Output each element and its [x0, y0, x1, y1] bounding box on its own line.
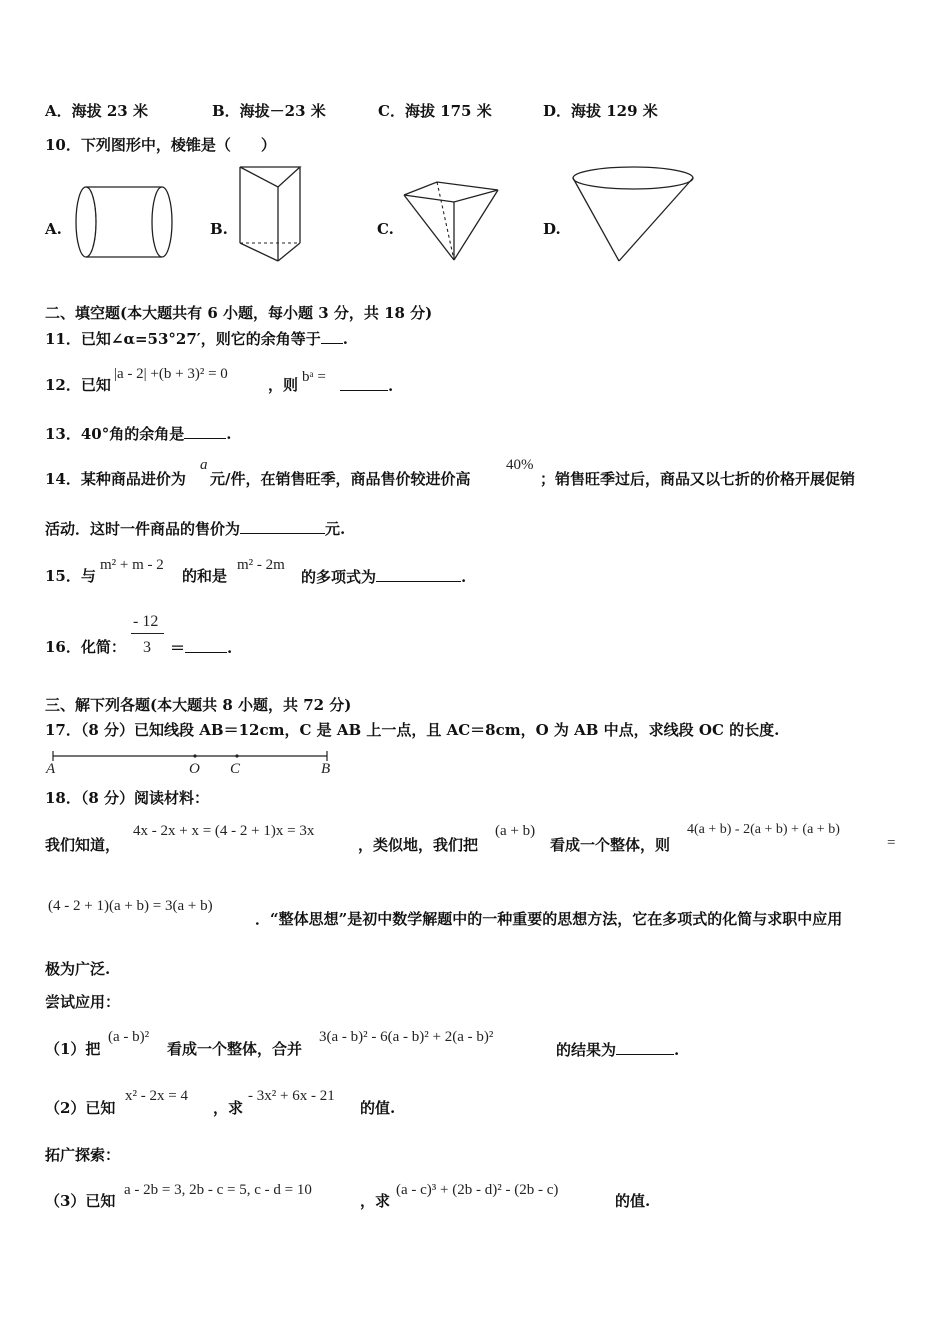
- q15-end: .: [461, 568, 467, 586]
- section3-heading: 三、解下列各题(本大题共 8 小题，共 72 分): [45, 696, 352, 714]
- q10-label-c: C.: [377, 220, 394, 238]
- cone-figure: [570, 165, 700, 265]
- q17-text: 17．（8 分）已知线段 AB＝12cm，C 是 AB 上一点，且 AC＝8cm，O 为 AB 中点，求线段 OC 的长度.: [45, 721, 780, 739]
- q16-numerator: - 12: [133, 613, 159, 630]
- q15-post: 的多项式为: [301, 568, 377, 586]
- q15-blank: [376, 567, 461, 582]
- q11-end: .: [342, 330, 348, 348]
- q18-p1-math2: (a + b): [495, 823, 536, 839]
- s1-blank: [616, 1040, 674, 1055]
- q18-p2-math: (4 - 2 + 1)(a + b) = 3(a + b): [48, 898, 213, 914]
- s3-mid: ，求: [360, 1192, 391, 1210]
- q14-percent: 40%: [506, 457, 534, 473]
- q15-tail: [301, 567, 466, 586]
- q16-denominator: 3: [143, 639, 151, 656]
- s1-mid: 看成一个整体，合并: [167, 1040, 303, 1058]
- q17-point-c: C: [230, 761, 241, 777]
- q11: [45, 329, 348, 348]
- s1-post: 的结果为: [556, 1041, 617, 1059]
- q15-math1: m² + m - 2: [100, 557, 164, 573]
- q14-var-a: a: [200, 457, 208, 473]
- q11-text: 11．已知∠α=53°27′，则它的余角等于: [45, 330, 321, 348]
- q16-pre: 16．化简：: [45, 638, 126, 656]
- cylinder-figure: [70, 185, 180, 265]
- q18-p1-pre: 我们知道，: [45, 836, 121, 854]
- s1-end: .: [674, 1041, 680, 1059]
- q12-pre: 12．已知: [45, 376, 111, 394]
- q12-end: .: [388, 377, 394, 395]
- q12-math2: bᵃ =: [302, 369, 326, 385]
- q16-fraction-bar: [131, 633, 164, 634]
- s2-mid: ，求: [213, 1099, 244, 1117]
- s1-pre: （1）把: [45, 1040, 101, 1058]
- q14-line2-text: 活动．这时一件商品的售价为: [45, 520, 241, 538]
- s1-math2: 3(a - b)² - 6(a - b)² + 2(a - b)²: [319, 1029, 494, 1045]
- q18-p2-text: ．“整体思想”是初中数学解题中的一种重要的思想方法，它在多项式的化简与求职中应用: [255, 910, 843, 928]
- q18-p3: 极为广泛.: [45, 960, 111, 978]
- q18-p1-math3: 4(a + b) - 2(a + b) + (a + b): [687, 822, 840, 837]
- q11-blank: [321, 329, 343, 344]
- q18-p1-math1: 4x - 2x + x = (4 - 2 + 1)x = 3x: [133, 823, 315, 839]
- q9-option-c: C．海拔 175 米: [378, 102, 492, 120]
- q12-tail: [340, 376, 393, 395]
- s3-math2: (a - c)³ + (2b - d)² - (2b - c): [396, 1182, 559, 1198]
- s3-math1: a - 2b = 3, 2b - c = 5, c - d = 10: [124, 1182, 312, 1198]
- q14-pre: 14．某种商品进价为: [45, 470, 186, 488]
- s1-math1: (a - b)²: [108, 1029, 150, 1045]
- q9-option-b: B．海拔－23 米: [212, 102, 326, 120]
- ext-heading: 拓广探索：: [45, 1146, 121, 1164]
- q18-p1-eq: =: [887, 835, 896, 851]
- q17-point-a: A: [46, 761, 56, 777]
- q12-mid: ，则: [268, 376, 299, 394]
- q15-pre: 15．与: [45, 567, 96, 585]
- q10-stem: 10．下列图形中，棱锥是（ ）: [45, 136, 276, 154]
- pyramid-figure: [402, 178, 502, 263]
- q14-mid: 元/件，在销售旺季，商品售价较进价高: [210, 470, 471, 488]
- q18-title: 18．（8 分）阅读材料：: [45, 789, 210, 807]
- q15-mid: 的和是: [182, 567, 228, 585]
- q18-p1-mid2: 看成一个整体，则: [550, 836, 671, 854]
- q16-tail: [170, 638, 232, 657]
- q14-post: ；销售旺季过后，商品又以七折的价格开展促销: [540, 470, 856, 488]
- q15-math2: m² - 2m: [237, 557, 285, 573]
- q12-math: |a - 2| +(b + 3)² = 0: [114, 366, 228, 382]
- triangular-prism-figure: [236, 165, 306, 265]
- q18-p1-mid: ，类似地，我们把: [358, 836, 479, 854]
- s2-pre: （2）已知: [45, 1099, 116, 1117]
- q17-point-o: O: [189, 761, 200, 777]
- q12-blank: [340, 376, 388, 391]
- q16-blank: [185, 638, 227, 653]
- q13-blank: [184, 424, 226, 439]
- q9-option-d: D．海拔 129 米: [543, 102, 658, 120]
- q17-point-b: B: [321, 761, 331, 777]
- q14-unit: 元.: [325, 520, 346, 538]
- q16-end: .: [227, 639, 233, 657]
- s1-tail: [556, 1040, 679, 1059]
- q10-label-d: D.: [543, 220, 561, 238]
- section2-heading: 二、填空题(本大题共有 6 小题，每小题 3 分，共 18 分): [45, 304, 433, 322]
- q13-text: 13．40°角的余角是: [45, 425, 185, 443]
- q14-line2: [45, 519, 345, 538]
- s3-post: 的值.: [615, 1192, 651, 1210]
- q10-label-a: A.: [45, 220, 62, 238]
- q16-eq: ＝: [170, 639, 186, 657]
- s3-pre: （3）已知: [45, 1192, 116, 1210]
- s2-post: 的值.: [360, 1099, 396, 1117]
- q10-label-b: B.: [210, 220, 228, 238]
- q14-blank: [240, 519, 325, 534]
- q13: [45, 424, 231, 443]
- s2-math2: - 3x² + 6x - 21: [248, 1088, 335, 1104]
- q9-option-a: A．海拔 23 米: [45, 102, 148, 120]
- s2-math1: x² - 2x = 4: [125, 1088, 188, 1104]
- q13-end: .: [226, 425, 232, 443]
- try-heading: 尝试应用：: [45, 993, 121, 1011]
